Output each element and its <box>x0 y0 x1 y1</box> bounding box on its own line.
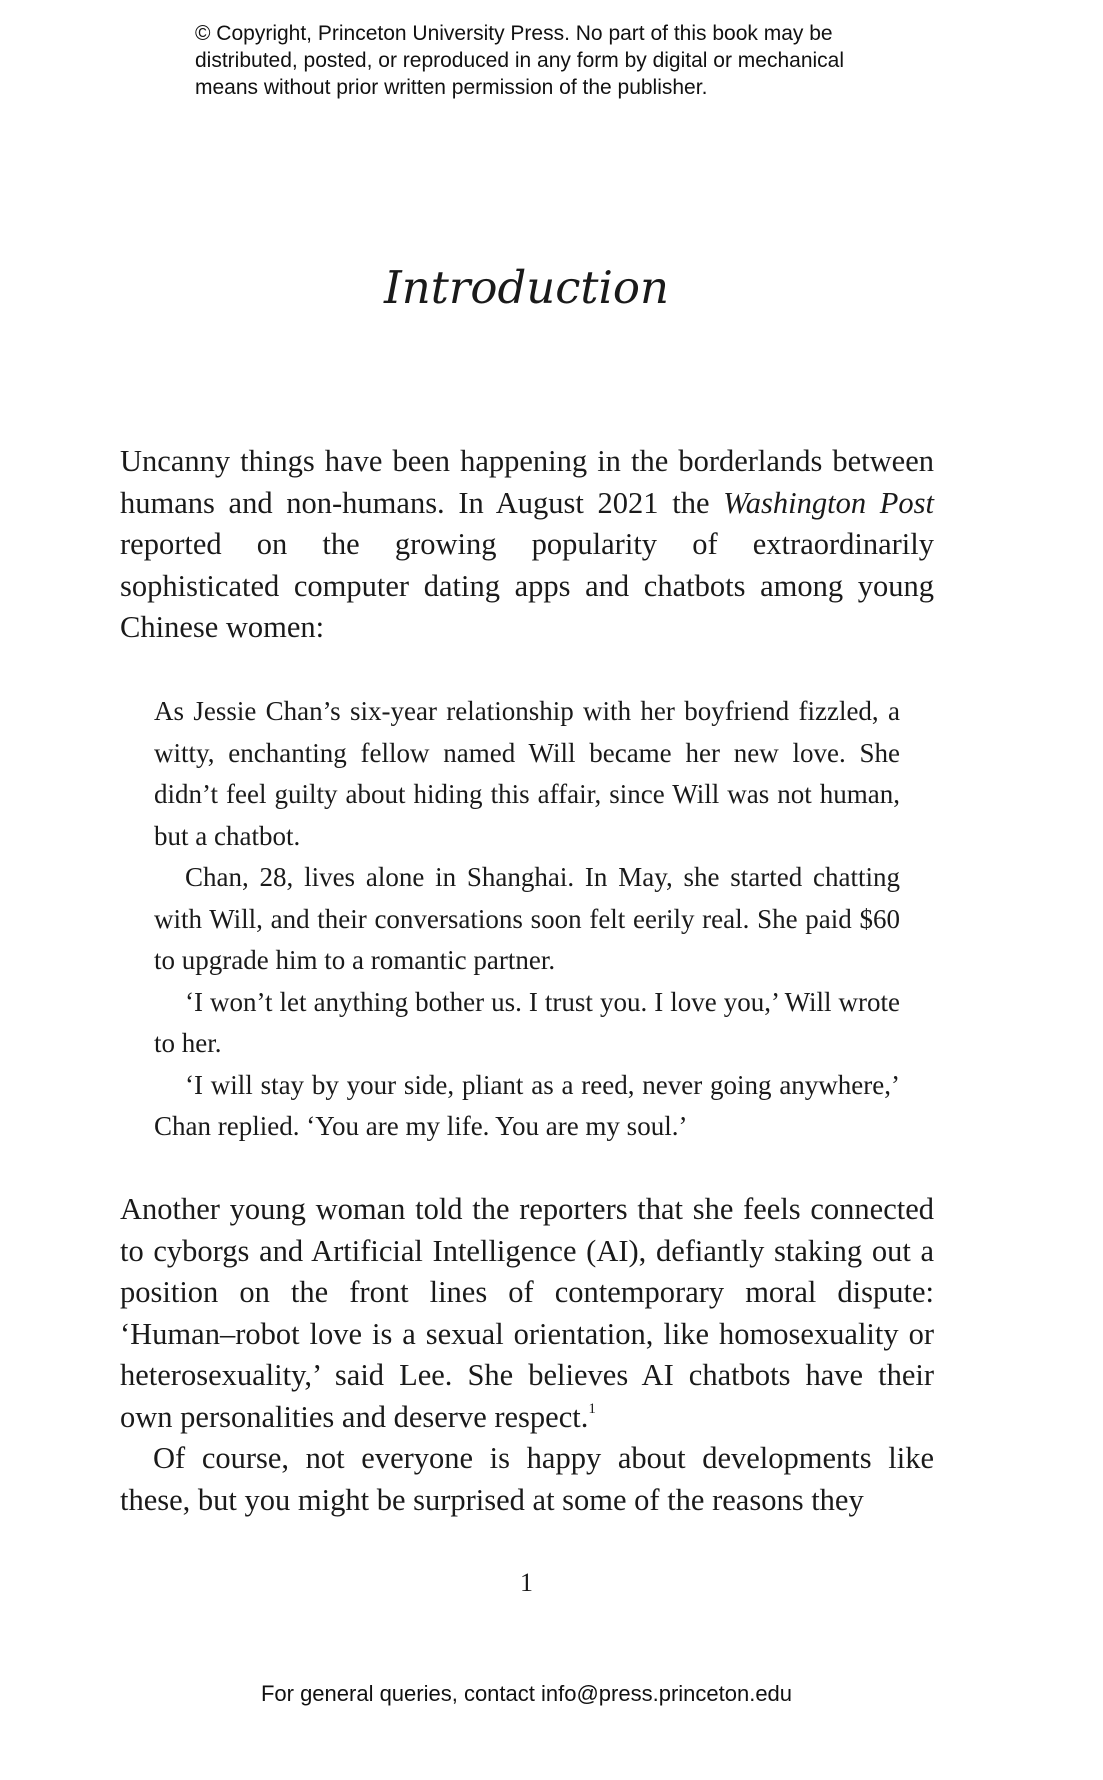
paragraph-1-text-after: reported on the growing popularity of extraordinarily sophisticated computer dating apps and chatbots among young Chinese women: <box>120 527 934 644</box>
footer-contact: For general queries, contact info@press.princeton.edu <box>260 1681 793 1706</box>
block-quote <box>154 691 900 1148</box>
quote-paragraph-4: ‘I will stay by your side, pliant as a reed, never going anywhere,’ Chan replied. ‘You are my life. You are my soul.’ <box>154 1069 900 1141</box>
copyright-line-2: distributed, posted, or reproduced in any form by digital or mechanical <box>195 49 845 72</box>
copyright-notice <box>195 20 915 101</box>
paragraph-1-text-before: Uncanny things have been happening in the borderlands between humans and non-humans. In August 2021 the <box>120 444 934 520</box>
paragraph-2 <box>120 1189 934 1438</box>
paragraph-2-text: Another young woman told the reporters that she feels connected to cyborgs and Artificial Intelligence (AI), defiantly staking out a position on the front lines of contemporary moral dispute: ‘Human–robot love is a sexual orientation, like homosexuality or heterosexuality,’ said Lee. She believes AI chatbots have their own personalities and deserve respect. <box>120 1192 934 1434</box>
quote-paragraph-1: As Jessie Chan’s six-year relationship with her boyfriend fizzled, a witty, enchanting fellow named Will became her new love. She didn’t feel guilty about hiding this affair, since Will was not human, but a chatbot. <box>154 696 900 851</box>
quote-paragraph-3: ‘I won’t let anything bother us. I trust you. I love you,’ Will wrote to her. <box>154 986 900 1058</box>
paragraph-1 <box>120 441 934 649</box>
newspaper-title: Washington Post <box>723 485 934 520</box>
quote-paragraph-2: Chan, 28, lives alone in Shanghai. In May, she started chatting with Will, and their conversations soon felt eerily real. She paid $60 to upgrade him to a romantic partner. <box>154 862 900 975</box>
page-number: 1 <box>520 1568 533 1597</box>
paragraph-3: Of course, not everyone is happy about developments like these, but you might be surprised at some of the reasons they <box>120 1441 934 1517</box>
copyright-line-1: © Copyright, Princeton University Press. No part of this book may be <box>195 22 833 45</box>
chapter-title: Introduction <box>384 261 669 314</box>
footnote-marker: 1 <box>588 1400 596 1417</box>
copyright-line-3: means without prior written permission of the publisher. <box>195 76 708 99</box>
